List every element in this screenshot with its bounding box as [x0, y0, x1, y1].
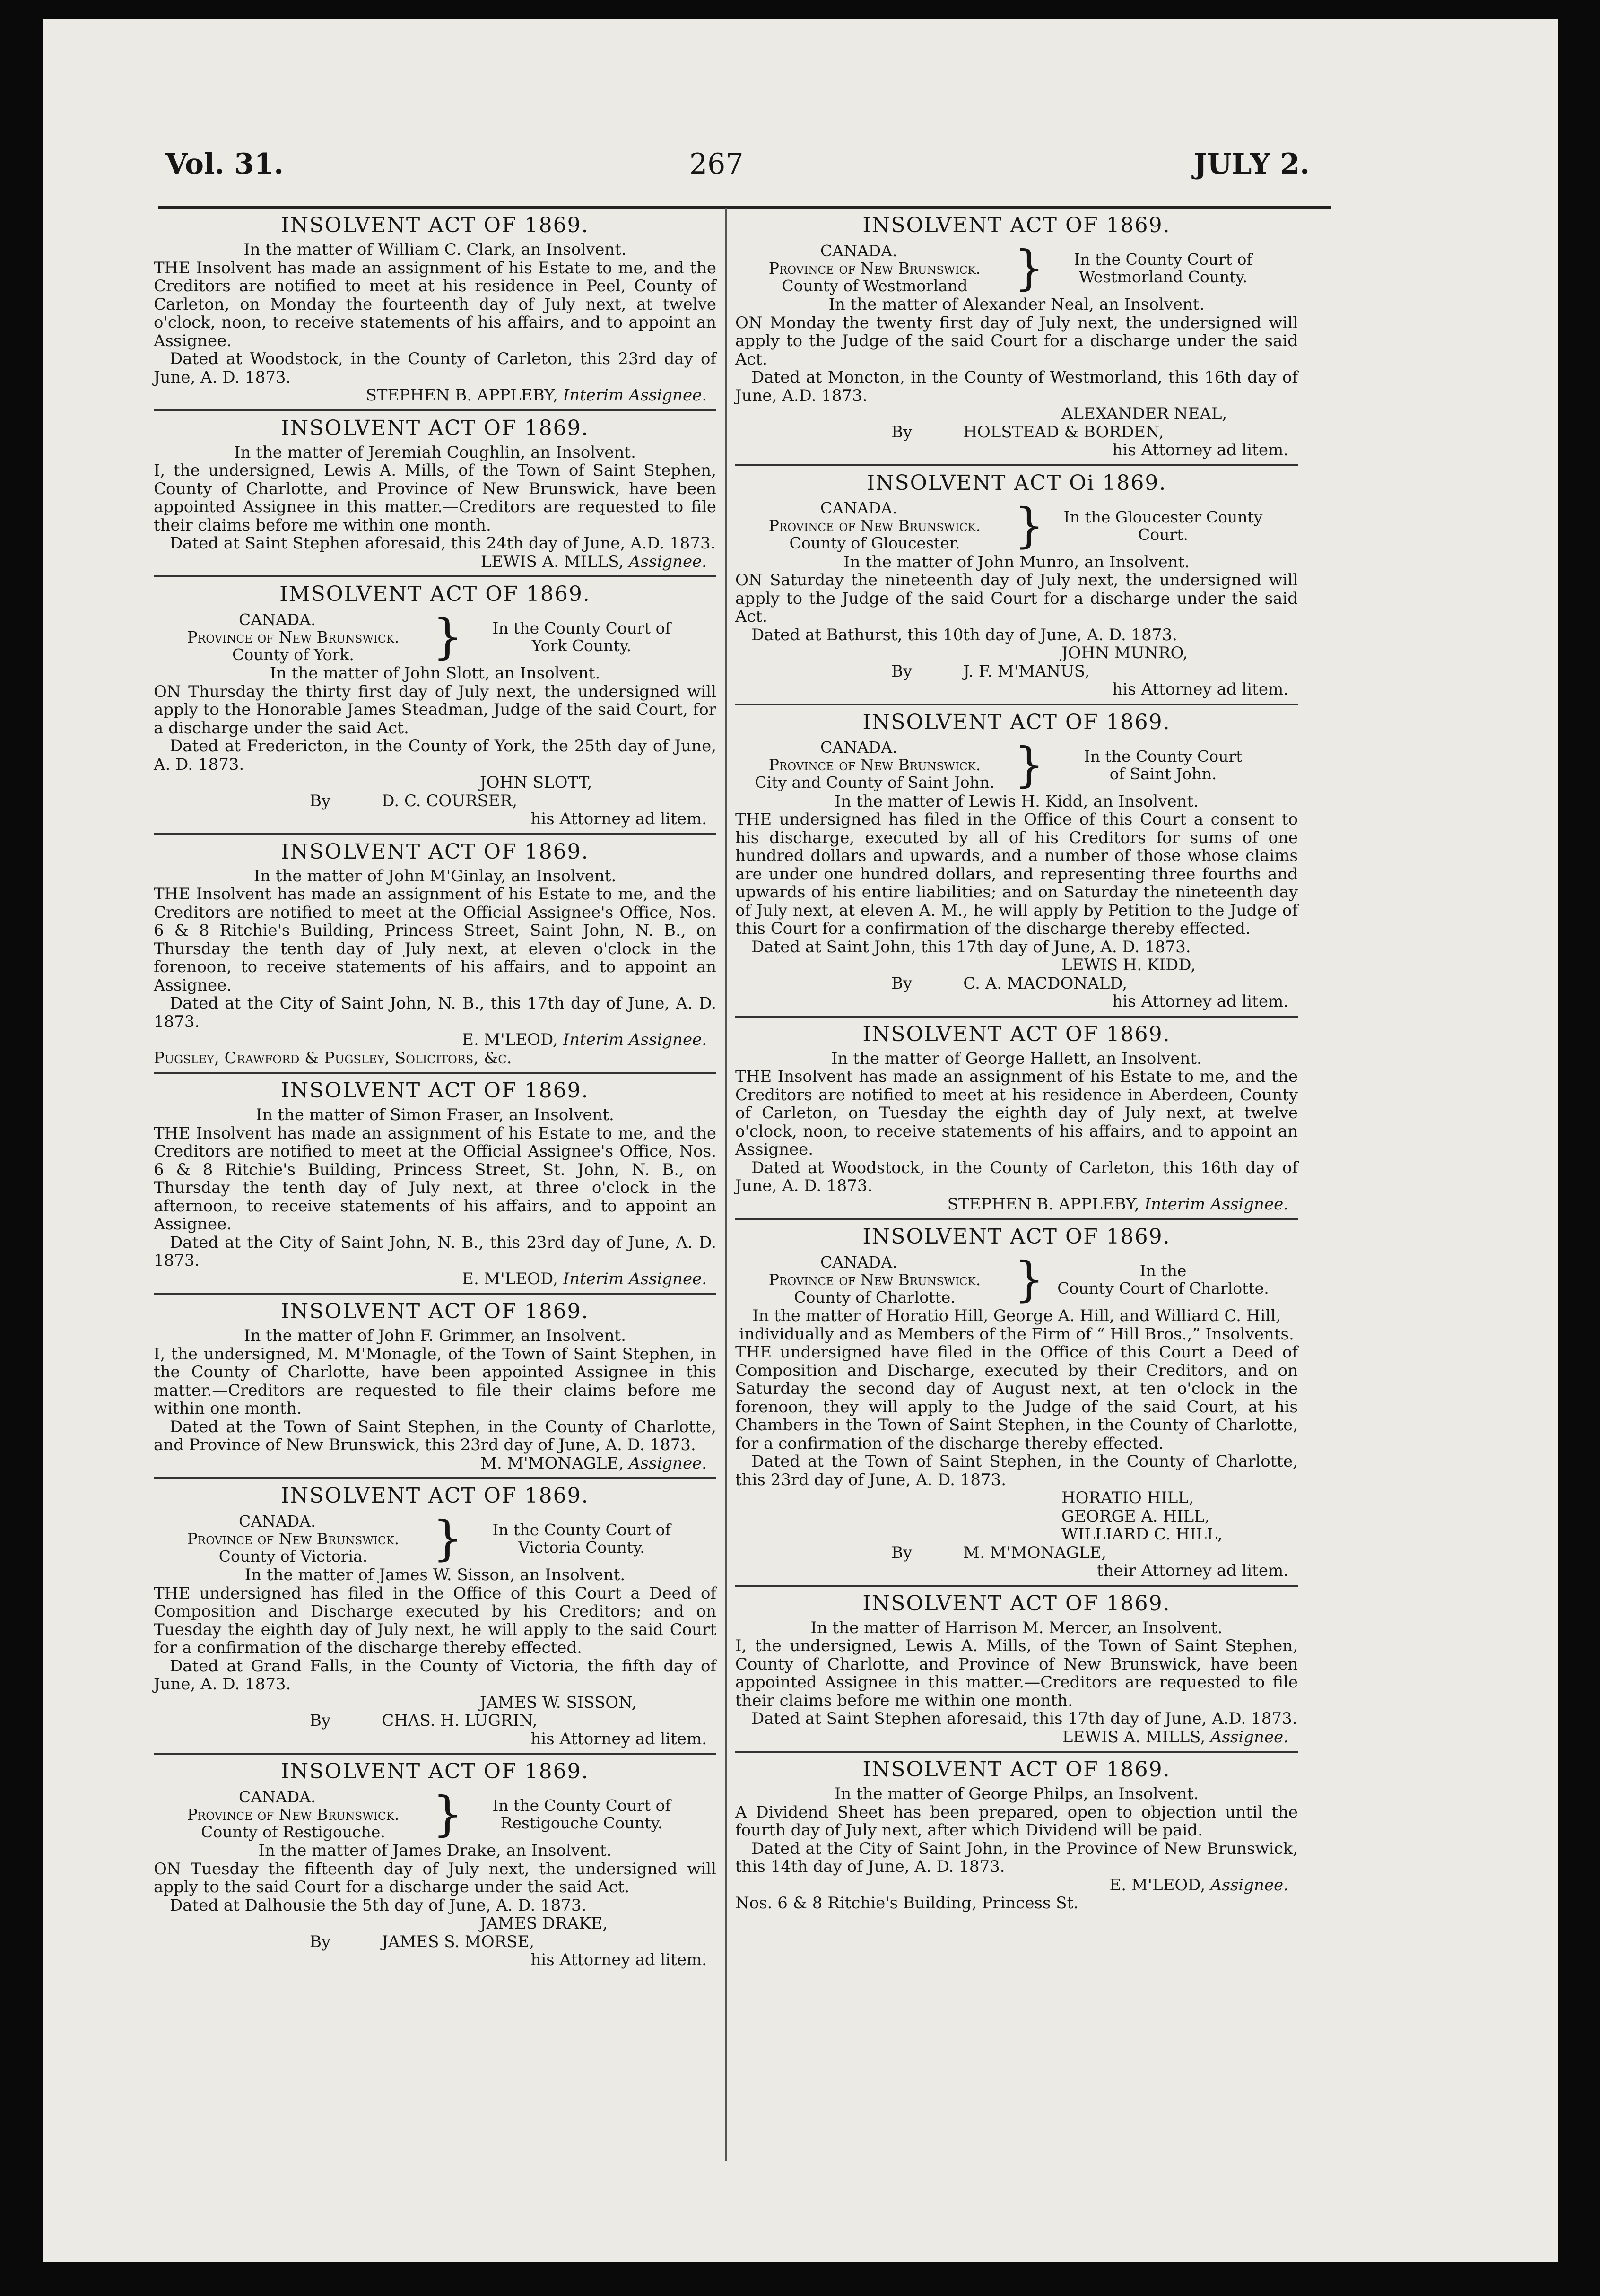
- court-heading: [735, 1252, 1298, 1307]
- notice-matter: In the matter of Alexander Neal, an Insolvent.: [828, 295, 1205, 314]
- notice-matter: In the matter of Harrison M. Mercer, an Insolvent.: [810, 1618, 1223, 1637]
- signatory-name: STEPHEN B. APPLEBY,: [365, 386, 558, 405]
- signatory-name: LEWIS A. MILLS,: [1062, 1727, 1206, 1747]
- notice-dated: Dated at Bathurst, this 10th day of June, A. D. 1873.: [751, 625, 1177, 644]
- notice-title: INSOLVENT ACT OF 1869.: [281, 1759, 589, 1783]
- notice-dated: Dated at Grand Falls, in the County of Victoria, the fifth day of June, A. D. 1873.: [154, 1656, 716, 1694]
- notice-dated: Dated at Moncton, in the County of Westmorland, this 16th day of June, A.D. 1873.: [735, 368, 1298, 405]
- notice-dated: Dated at the Town of Saint Stephen, in the County of Charlotte, this 23rd day of June, A. D. 1873.: [735, 1452, 1298, 1489]
- notice-title: INSOLVENT ACT OF 1869.: [862, 1591, 1171, 1616]
- court-name-block: [456, 1797, 707, 1832]
- court-county: County of Gloucester.: [789, 534, 960, 552]
- notice-matter: In the matter of George Hallett, an Insolvent.: [831, 1049, 1202, 1068]
- attorney-name: HOLSTEAD & BORDEN,: [963, 422, 1164, 442]
- notice-body: THE undersigned has filed in the Office of this Court a Deed of Composition and Discharge executed by his Creditors; and on Tuesday the eighth day of July next, he will apply to the said Court for a confirmation of the discharge thereby effected.: [154, 1583, 716, 1657]
- attorney-name: C. A. MACDONALD,: [963, 974, 1128, 993]
- notice-signature: [154, 1270, 716, 1288]
- by-label: By: [310, 791, 331, 810]
- signatory-role: Interim Assignee.: [563, 1030, 707, 1049]
- notice-body: A Dividend Sheet has been prepared, open to objection until the fourth day of July next, after which Dividend will be paid.: [735, 1802, 1298, 1840]
- court-county: City and County of Saint John.: [755, 773, 995, 791]
- notice-title: INSOLVENT ACT OF 1869.: [862, 710, 1171, 734]
- notice-title: INSOLVENT ACT OF 1869.: [281, 839, 589, 864]
- notice-title: INSOLVENT ACT OF 1869.: [862, 1022, 1171, 1046]
- notice-dated: Dated at the Town of Saint Stephen, in the County of Charlotte, and Province of New Brunswick, this 23rd day of June, A. D. 1873.: [154, 1417, 716, 1454]
- court-name-line: In the: [1139, 1261, 1187, 1280]
- insolvency-notice: [154, 1078, 716, 1295]
- notice-matter: In the matter of Simon Fraser, an Insolvent.: [256, 1105, 614, 1124]
- court-province: Province of New Brunswick.: [768, 516, 981, 535]
- insolvency-notice: [154, 840, 716, 1074]
- notice-title: INSOLVENT ACT OF 1869.: [281, 416, 589, 440]
- court-name-line: York County.: [531, 636, 632, 655]
- notice-title: INSOLVENT ACT OF 1869.: [281, 1484, 589, 1508]
- notice-matter: In the matter of John Slott, an Insolvent.: [270, 664, 600, 683]
- notice-matter: In the matter of George Philps, an Insolvent.: [834, 1784, 1199, 1803]
- insolvency-notice: [735, 1757, 1298, 1913]
- by-label: By: [891, 1543, 913, 1562]
- notice-dated: Dated at Saint Stephen aforesaid, this 24th day of June, A.D. 1873.: [170, 534, 716, 553]
- notice-divider: [154, 409, 716, 411]
- signatory-name: E. M'LEOD,: [462, 1269, 558, 1288]
- notice-matter: In the matter of John M'Ginlay, an Insolvent.: [253, 866, 617, 886]
- signatory-name: E. M'LEOD,: [1109, 1875, 1206, 1895]
- attorney-line: [735, 423, 1298, 442]
- attorney-name: M. M'MONAGLE,: [963, 1543, 1107, 1562]
- notice-matter: In the matter of Horatio Hill, George A. Hill, and Williard C. Hill, individually and as Members of the Firm of “ Hill Bros.,” Insolvents.: [739, 1306, 1294, 1344]
- insolvency-notice: [735, 1022, 1298, 1220]
- court-name-line: In the County Court of: [492, 1796, 671, 1815]
- court-province: Province of New Brunswick.: [768, 1270, 981, 1289]
- column-separator: [725, 208, 727, 2161]
- court-country: CANADA.: [239, 1787, 316, 1806]
- notice-divider: [154, 1477, 716, 1479]
- court-country: CANADA.: [820, 738, 897, 757]
- notice-body: ON Tuesday the fifteenth day of July next, the undersigned will apply to the said Court for a discharge under the said Act.: [154, 1859, 716, 1896]
- attorney-line: [154, 1712, 716, 1730]
- notice-signature: [154, 1031, 716, 1049]
- notice-body: I, the undersigned, Lewis A. Mills, of the Town of Saint Stephen, County of Charlotte, and Province of New Brunswick, have been appointed Assignee in this matter.—Creditors are requested to file their claims before me within one month.: [154, 461, 716, 535]
- court-county: County of Charlotte.: [794, 1287, 956, 1306]
- by-label: By: [891, 422, 913, 442]
- notice-matter: In the matter of James W. Sisson, an Insolvent.: [244, 1565, 626, 1584]
- notice-dated: Dated at Saint John, this 17th day of June, A. D. 1873.: [751, 937, 1191, 957]
- notice-divider: [735, 464, 1298, 466]
- court-country: CANADA.: [820, 1252, 897, 1271]
- notice-signature: [735, 1876, 1298, 1895]
- court-province-block: [154, 1788, 433, 1841]
- notice-divider: [154, 1753, 716, 1755]
- signatory-name: JOHN SLOTT,: [480, 773, 592, 792]
- court-country: CANADA.: [820, 241, 897, 260]
- court-county: County of Victoria.: [218, 1547, 368, 1565]
- notice-divider: [735, 1016, 1298, 1018]
- court-country: CANADA.: [239, 1512, 316, 1531]
- court-name-line: Restigouche County.: [500, 1814, 663, 1832]
- notice-title: IMSOLVENT ACT OF 1869.: [279, 582, 591, 606]
- attorney-name: D. C. COURSER,: [382, 791, 518, 810]
- court-name-line: In the County Court of: [492, 619, 671, 637]
- attorney-role: his Attorney ad litem.: [1112, 441, 1288, 460]
- court-province: Province of New Brunswick.: [768, 756, 981, 774]
- insolvency-notice: [154, 213, 716, 411]
- signatory-role: Assignee.: [628, 1453, 707, 1473]
- signatory-name: JOHN MUNRO,: [1061, 644, 1188, 662]
- court-brace: }: [433, 609, 463, 664]
- notice-matter: In the matter of William C. Clark, an Insolvent.: [243, 240, 626, 259]
- court-heading: [735, 498, 1298, 553]
- notice-matter: In the matter of Lewis H. Kidd, an Insolvent.: [835, 791, 1199, 811]
- notice-divider: [154, 833, 716, 835]
- notice-dated: Dated at the City of Saint John, N. B., this 23rd day of June, A. D. 1873.: [154, 1233, 716, 1270]
- court-name-line: County Court of Charlotte.: [1057, 1279, 1269, 1297]
- notice-matter: In the matter of Jeremiah Coughlin, an Insolvent.: [234, 443, 636, 462]
- newspaper-page: [43, 19, 1558, 2262]
- court-name-block: [1038, 1262, 1288, 1297]
- notice-dated: Dated at Saint Stephen aforesaid, this 17th day of June, A.D. 1873.: [751, 1709, 1297, 1728]
- attorney-line: [154, 792, 716, 810]
- signatory-name: WILLIARD C. HILL,: [1061, 1525, 1223, 1544]
- notice-matter: In the matter of James Drake, an Insolvent.: [258, 1841, 612, 1860]
- signatory-role: Assignee.: [1210, 1727, 1288, 1747]
- notice-signature: [735, 1195, 1298, 1214]
- insolvency-notice: [154, 1759, 716, 1969]
- notice-body: THE Insolvent has made an assignment of his Estate to me, and the Creditors are notified to meet at the Official Assignee's Office, Nos. 6 & 8 Ritchie's Building, Princess Street, St. John, N. B., on Thursday the tenth day of July next, at three o'clock in the afternoon, to receive statements of his affairs, and to appoint an Assignee.: [154, 1123, 716, 1234]
- signatory-name: ALEXANDER NEAL,: [1061, 404, 1227, 423]
- notice-body: ON Saturday the nineteenth day of July next, the undersigned will apply to the Judge of the said Court for a discharge under the said Act.: [735, 571, 1298, 626]
- court-heading: [154, 1787, 716, 1842]
- court-county: County of Westmorland: [782, 276, 968, 295]
- insolvency-notice: [154, 1484, 716, 1755]
- court-county: County of Restigouche.: [201, 1822, 385, 1841]
- notice-body: ON Thursday the thirty first day of July next, the undersigned will apply to the Honorable James Steadman, Judge of the said Court, for a discharge under the said Act.: [154, 682, 716, 738]
- attorney-name: JAMES S. MORSE,: [382, 1932, 535, 1951]
- attorney-line: [735, 974, 1298, 993]
- notice-dated: Dated at Fredericton, in the County of York, the 25th day of June, A. D. 1873.: [154, 737, 716, 774]
- court-name-line: Victoria County.: [518, 1538, 645, 1557]
- court-province: Province of New Brunswick.: [187, 1529, 400, 1548]
- notice-divider: [735, 704, 1298, 705]
- notice-divider: [735, 1585, 1298, 1587]
- notice-signature: [154, 386, 716, 405]
- insolvency-notice: [735, 1592, 1298, 1753]
- signatory-name: LEWIS H. KIDD,: [1061, 956, 1196, 974]
- court-name-block: [1038, 508, 1288, 543]
- court-province-block: [735, 1253, 1014, 1306]
- court-province-block: [735, 739, 1014, 791]
- court-name-line: Court.: [1138, 525, 1188, 544]
- by-label: By: [310, 1932, 331, 1951]
- attorney-role: his Attorney ad litem.: [530, 1950, 707, 1969]
- volume-number: Vol. 31.: [165, 148, 284, 181]
- by-label: By: [310, 1711, 331, 1730]
- solicitors-line: Pugsley, Crawford & Pugsley, Solicitors, &c.: [154, 1048, 512, 1068]
- court-brace: }: [433, 1511, 463, 1566]
- notice-title: INSOLVENT ACT OF 1869.: [862, 1225, 1171, 1249]
- notice-body: THE Insolvent has made an assignment of his Estate to me, and the Creditors are notified to meet at his residence in Aberdeen, County of Carleton, on Tuesday the eighth day of July next, at twelve o'clock, noon, to receive statements of his affairs, and to appoint an Assignee.: [735, 1067, 1298, 1159]
- insolvency-notice: [735, 471, 1298, 705]
- notice-signature: [154, 1454, 716, 1473]
- court-name-line: In the County Court of: [492, 1521, 671, 1539]
- attorney-role: his Attorney ad litem.: [530, 809, 707, 828]
- court-province: Province of New Brunswick.: [187, 627, 400, 646]
- attorney-name: J. F. M'MANUS,: [963, 661, 1090, 681]
- court-name-block: [456, 1521, 707, 1556]
- insolvency-notice: [154, 1299, 716, 1479]
- court-province-block: [735, 499, 1014, 552]
- court-heading: [154, 609, 716, 664]
- court-province: Province of New Brunswick.: [768, 259, 981, 278]
- court-name-line: In the County Court: [1084, 747, 1243, 765]
- signatory-name: E. M'LEOD,: [462, 1030, 558, 1049]
- issue-date: JULY 2.: [1193, 148, 1310, 181]
- attorney-line: [735, 1544, 1298, 1562]
- assignee-address: Nos. 6 & 8 Ritchie's Building, Princess St.: [735, 1894, 1078, 1913]
- attorney-name: CHAS. H. LUGRIN,: [382, 1711, 538, 1730]
- court-county: County of York.: [232, 645, 354, 664]
- court-name-line: of Saint John.: [1109, 764, 1217, 783]
- notice-body: THE undersigned has filed in the Office of this Court a consent to his discharge, executed by all of his Creditors for sums of one hundred dollars and upwards, and a number of those whose claims are under one hundred dollars, and representing three fourths and upwards of his entire liabilities; and on Saturday the nineteenth day of July next, at eleven A. M., he will apply by Petition to the Judge of this Court for a confirmation of the discharge thereby effected.: [735, 810, 1298, 938]
- notice-divider: [154, 1072, 716, 1074]
- notice-title: INSOLVENT ACT OF 1869.: [281, 213, 589, 237]
- court-name-block: [456, 619, 707, 654]
- court-province-block: [154, 1513, 433, 1565]
- notice-body: THE undersigned have filed in the Office of this Court a Deed of Composition and Discharge, executed by their Creditors, and on Saturday the second day of August next, at ten o'clock in the forenoon, they will apply to the Judge of the said Court, at his Chambers in the Town of Saint Stephen, in the County of Charlotte, for a confirmation of the discharge thereby effected.: [735, 1343, 1298, 1453]
- court-name-line: Westmorland County.: [1078, 268, 1248, 286]
- court-country: CANADA.: [239, 610, 316, 629]
- notice-dated: Dated at the City of Saint John, in the Province of New Brunswick, this 14th day of June, A. D. 1873.: [735, 1839, 1298, 1876]
- court-brace: }: [1014, 497, 1044, 553]
- signatory-name: JAMES W. SISSON,: [480, 1693, 637, 1712]
- notice-body: I, the undersigned, Lewis A. Mills, of the Town of Saint Stephen, County of Charlotte, and Province of New Brunswick, have been appointed Assignee in this matter.—Creditors are requested to file their claims before me within one month.: [735, 1636, 1298, 1710]
- signatory-name: GEORGE A. HILL,: [1061, 1506, 1210, 1526]
- signatory-role: Interim Assignee.: [563, 1269, 707, 1288]
- notice-title: INSOLVENT ACT OF 1869.: [281, 1078, 589, 1103]
- page-number: 267: [689, 148, 744, 181]
- insolvency-notice: [154, 416, 716, 578]
- attorney-role: his Attorney ad litem.: [530, 1729, 707, 1748]
- notice-dated: Dated at Woodstock, in the County of Carleton, this 23rd day of June, A. D. 1873.: [154, 349, 716, 387]
- notice-signature: [154, 553, 716, 571]
- court-province: Province of New Brunswick.: [187, 1805, 400, 1824]
- attorney-line: [735, 662, 1298, 681]
- notice-divider: [154, 1293, 716, 1295]
- signatory-name: HORATIO HILL,: [1061, 1488, 1194, 1507]
- court-province-block: [154, 611, 433, 663]
- notice-body: THE Insolvent has made an assignment of his Estate to me, and the Creditors are notified to meet at his residence in Peel, County of Carleton, on Monday the fourteenth day of July next, at twelve o'clock, noon, to receive statements of his affairs, and to appoint an Assignee.: [154, 258, 716, 350]
- notice-divider: [735, 1218, 1298, 1220]
- signatory-name: STEPHEN B. APPLEBY,: [947, 1194, 1139, 1214]
- signatory-role: Interim Assignee.: [1144, 1194, 1288, 1214]
- court-brace: }: [433, 1786, 463, 1842]
- signatory-role: Assignee.: [628, 552, 707, 571]
- signatory-role: Assignee.: [1210, 1875, 1288, 1895]
- court-brace: }: [1014, 1252, 1044, 1307]
- notice-divider: [154, 575, 716, 577]
- notice-matter: In the matter of John F. Grimmer, an Insolvent.: [244, 1326, 626, 1345]
- notice-divider: [735, 1751, 1298, 1753]
- court-name-line: In the County Court of: [1074, 250, 1252, 269]
- court-heading: [154, 1511, 716, 1566]
- attorney-line: [154, 1933, 716, 1951]
- by-label: By: [891, 974, 913, 993]
- signatory-name: LEWIS A. MILLS,: [480, 552, 624, 571]
- notice-body: THE Insolvent has made an assignment of his Estate to me, and the Creditors are notified to meet at the Official Assignee's Office, Nos. 6 & 8 Ritchie's Building, Princess Street, Saint John, N. B., on Thursday the tenth day of July next, at eleven o'clock in the forenoon, to receive statements of his affairs, and to appoint an Assignee.: [154, 885, 716, 995]
- insolvency-notice: [735, 1225, 1298, 1587]
- notice-body: ON Monday the twenty first day of July next, the undersigned will apply to the Judge of the said Court for a discharge under the said Act.: [735, 313, 1298, 369]
- insolvency-notice: [154, 582, 716, 835]
- insolvency-notice: [735, 710, 1298, 1018]
- signatory-name: JAMES DRAKE,: [480, 1914, 608, 1933]
- signatory-name: M. M'MONAGLE,: [480, 1453, 624, 1473]
- court-name-block: [1038, 251, 1288, 286]
- notice-title: INSOLVENT ACT OF 1869.: [281, 1299, 589, 1323]
- notice-matter: In the matter of John Munro, an Insolvent.: [843, 552, 1190, 572]
- court-heading: [735, 738, 1298, 792]
- insolvency-notice: [735, 213, 1298, 466]
- attorney-role: their Attorney ad litem.: [1096, 1561, 1288, 1580]
- notice-title: INSOLVENT ACT Oi 1869.: [866, 470, 1167, 495]
- court-brace: }: [1014, 240, 1044, 296]
- notice-body: I, the undersigned, M. M'Monagle, of the Town of Saint Stephen, in the County of Charlotte, have been appointed Assignee in this matter.—Creditors are requested to file their claims before me within one month.: [154, 1344, 716, 1418]
- notice-dated: Dated at Woodstock, in the County of Carleton, this 16th day of June, A. D. 1873.: [735, 1158, 1298, 1195]
- court-name-line: In the Gloucester County: [1063, 507, 1263, 526]
- attorney-role: his Attorney ad litem.: [1112, 992, 1288, 1011]
- attorney-role: his Attorney ad litem.: [1112, 680, 1288, 699]
- signatory-role: Interim Assignee.: [563, 386, 707, 405]
- court-country: CANADA.: [820, 499, 897, 517]
- court-name-block: [1038, 748, 1288, 783]
- notice-title: INSOLVENT ACT OF 1869.: [862, 1757, 1171, 1782]
- header-rule: [158, 206, 1331, 209]
- court-brace: }: [1014, 737, 1044, 792]
- notice-dated: Dated at the City of Saint John, N. B., this 17th day of June, A. D. 1873.: [154, 994, 716, 1031]
- page-header: [165, 143, 1310, 200]
- notice-signature: [735, 1728, 1298, 1747]
- left-column: [154, 210, 716, 1969]
- notice-dated: Dated at Dalhousie the 5th day of June, A. D. 1873.: [170, 1896, 587, 1915]
- by-label: By: [891, 661, 913, 681]
- right-column: [735, 210, 1298, 1913]
- court-province-block: [735, 242, 1014, 295]
- court-heading: [735, 241, 1298, 296]
- notice-title: INSOLVENT ACT OF 1869.: [862, 213, 1171, 237]
